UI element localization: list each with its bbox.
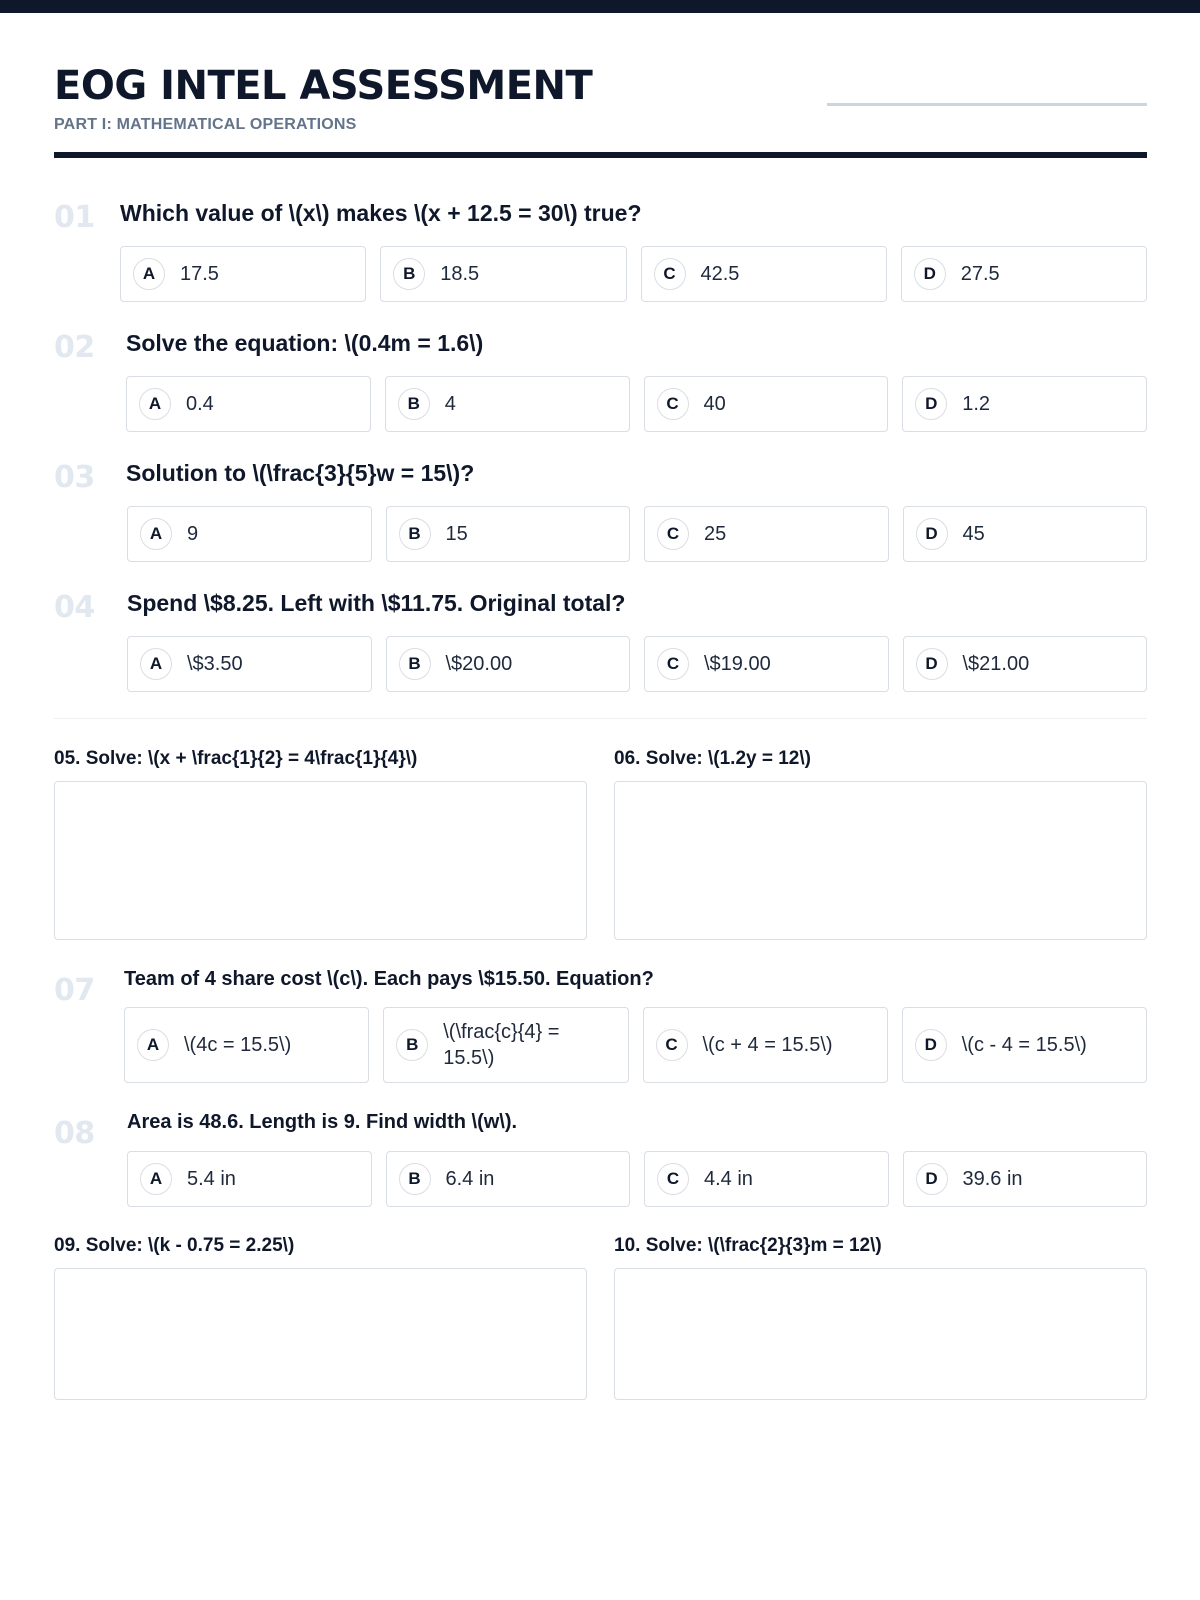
option-text: 39.6 in bbox=[962, 1168, 1023, 1190]
option-letter: B bbox=[393, 258, 425, 290]
option-text: 4 bbox=[444, 393, 456, 415]
question-label: 10. Solve: \(\frac{2}{3}m = 12\) bbox=[614, 1235, 882, 1256]
option-letter: B bbox=[399, 1163, 431, 1195]
answer-box[interactable] bbox=[614, 1268, 1147, 1400]
option-letter: C bbox=[657, 1163, 689, 1195]
option-b[interactable] bbox=[386, 506, 631, 562]
answer-box[interactable] bbox=[614, 781, 1147, 940]
option-letter: C bbox=[654, 258, 686, 290]
option-c[interactable] bbox=[644, 1151, 889, 1207]
option-c[interactable] bbox=[644, 506, 889, 562]
option-b[interactable] bbox=[385, 376, 630, 432]
question-label: 06. Solve: \(1.2y = 12\) bbox=[614, 748, 811, 769]
header-rule bbox=[54, 152, 1147, 158]
option-text: \(4c = 15.5\) bbox=[184, 1034, 292, 1056]
option-text: 4.4 in bbox=[704, 1168, 753, 1190]
answer-box[interactable] bbox=[54, 781, 587, 940]
option-letter: B bbox=[399, 518, 431, 550]
option-text: 5.4 in bbox=[187, 1168, 236, 1190]
option-text: 17.5 bbox=[180, 263, 219, 285]
worksheet-header bbox=[54, 62, 1147, 134]
page-subtitle: PART I: MATHEMATICAL OPERATIONS bbox=[54, 116, 357, 133]
option-c[interactable] bbox=[644, 636, 889, 692]
option-text: 27.5 bbox=[960, 263, 1000, 285]
option-letter: C bbox=[657, 388, 689, 420]
option-letter: A bbox=[137, 1029, 169, 1061]
option-text: 25 bbox=[704, 523, 727, 545]
top-bar bbox=[0, 0, 1200, 13]
option-letter: A bbox=[133, 258, 165, 290]
option-text: 1.2 bbox=[962, 393, 991, 415]
option-letter: C bbox=[656, 1029, 688, 1061]
question-number: 07 bbox=[54, 973, 95, 1008]
option-d[interactable] bbox=[903, 506, 1148, 562]
option-c[interactable] bbox=[643, 1007, 888, 1083]
option-letter: D bbox=[916, 648, 948, 680]
option-b[interactable] bbox=[386, 1151, 631, 1207]
option-d[interactable] bbox=[902, 1007, 1147, 1083]
option-letter: A bbox=[140, 648, 172, 680]
option-text: 45 bbox=[962, 523, 985, 545]
option-text: \(\frac{c}{4} = 15.5\) bbox=[443, 1021, 560, 1069]
question-text: Which value of \(x\) makes \(x + 12.5 = 30\) true? bbox=[120, 200, 642, 226]
option-text: 42.5 bbox=[700, 263, 740, 285]
option-d[interactable] bbox=[901, 246, 1147, 302]
question-06 bbox=[614, 748, 1147, 940]
option-text: 15 bbox=[445, 523, 468, 545]
option-letter: D bbox=[914, 258, 946, 290]
option-text: \$3.50 bbox=[187, 653, 243, 675]
option-text: 0.4 bbox=[186, 393, 214, 415]
option-letter: B bbox=[396, 1029, 428, 1061]
page-title: EOG INTEL ASSESSMENT bbox=[54, 63, 593, 109]
question-09 bbox=[54, 1235, 587, 1400]
question-label: 05. Solve: \(x + \frac{1}{2} = 4\frac{1}{4}\) bbox=[54, 748, 418, 769]
option-letter: A bbox=[140, 1163, 172, 1195]
question-05 bbox=[54, 748, 587, 940]
option-text: \(c - 4 = 15.5\) bbox=[961, 1034, 1087, 1056]
option-b[interactable] bbox=[380, 246, 626, 302]
option-d[interactable] bbox=[903, 1151, 1148, 1207]
option-text: \(c + 4 = 15.5\) bbox=[702, 1034, 833, 1056]
answer-options bbox=[127, 506, 1147, 562]
answer-options bbox=[126, 376, 1147, 432]
option-b[interactable] bbox=[383, 1007, 628, 1083]
option-a[interactable] bbox=[126, 376, 371, 432]
option-text: 40 bbox=[703, 393, 726, 415]
option-letter: C bbox=[657, 648, 689, 680]
option-b[interactable] bbox=[386, 636, 631, 692]
option-d[interactable] bbox=[902, 376, 1147, 432]
option-c[interactable] bbox=[641, 246, 887, 302]
option-d[interactable] bbox=[903, 636, 1148, 692]
question-text: Team of 4 share cost \(c\). Each pays \$15.50. Equation? bbox=[124, 968, 654, 990]
question-text: Solution to \(\frac{3}{5}w = 15\)? bbox=[126, 460, 475, 486]
answer-options bbox=[127, 636, 1147, 692]
question-number: 04 bbox=[54, 590, 95, 625]
answer-options bbox=[120, 246, 1147, 302]
option-a[interactable] bbox=[120, 246, 366, 302]
answer-options bbox=[124, 1007, 1147, 1083]
name-field-line[interactable] bbox=[827, 103, 1147, 106]
option-text: \$21.00 bbox=[962, 653, 1030, 675]
question-text: Spend \$8.25. Left with \$11.75. Original total? bbox=[127, 590, 626, 616]
answer-options bbox=[127, 1151, 1147, 1207]
question-text: Solve the equation: \(0.4m = 1.6\) bbox=[126, 330, 484, 356]
option-letter: A bbox=[139, 388, 171, 420]
option-text: \$19.00 bbox=[704, 653, 771, 675]
option-letter: B bbox=[399, 648, 431, 680]
question-label: 09. Solve: \(k - 0.75 = 2.25\) bbox=[54, 1235, 295, 1256]
option-letter: D bbox=[916, 1163, 948, 1195]
option-a[interactable] bbox=[127, 1151, 372, 1207]
question-number: 01 bbox=[54, 200, 95, 235]
option-letter: D bbox=[916, 518, 948, 550]
question-number: 03 bbox=[54, 460, 95, 495]
option-text: \$20.00 bbox=[445, 653, 513, 675]
option-text: 6.4 in bbox=[445, 1168, 495, 1190]
section-divider bbox=[54, 718, 1147, 719]
option-a[interactable] bbox=[127, 636, 372, 692]
option-text: 18.5 bbox=[440, 263, 480, 285]
option-letter: A bbox=[140, 518, 172, 550]
option-a[interactable] bbox=[124, 1007, 369, 1083]
answer-box[interactable] bbox=[54, 1268, 587, 1400]
question-10 bbox=[614, 1235, 1147, 1400]
option-text: 9 bbox=[187, 523, 199, 545]
option-letter: D bbox=[915, 1029, 947, 1061]
question-number: 08 bbox=[54, 1116, 95, 1151]
option-c[interactable] bbox=[644, 376, 889, 432]
option-a[interactable] bbox=[127, 506, 372, 562]
option-letter: B bbox=[398, 388, 430, 420]
question-number: 02 bbox=[54, 330, 95, 365]
question-text: Area is 48.6. Length is 9. Find width \(w\). bbox=[127, 1111, 518, 1133]
option-letter: C bbox=[657, 518, 689, 550]
option-letter: D bbox=[915, 388, 947, 420]
